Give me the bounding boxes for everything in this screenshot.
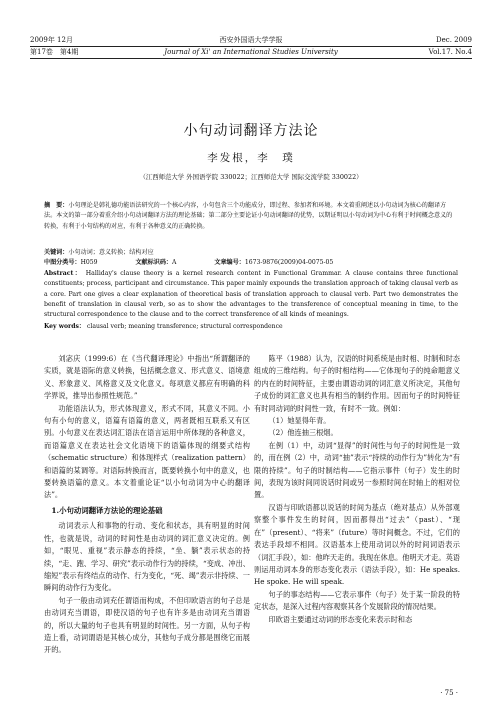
- article-affiliation: （江西师范大学 外国语学院 330022；江西师范大学 国际交流学院 330022）: [139, 173, 363, 181]
- keywords-en-text: clausal verb; meaning transference; structural correspondence: [86, 323, 283, 330]
- doc-code-value: A: [172, 259, 177, 266]
- body-paragraph: 功能语法认为，形式体现意义，形式不同，其意义不同。小句有小句的意义，语篇有语篇的意义，两者既相互联系又有区别。小句意义在表达词汇语法在语言运用中所体现的各种意义，而语篇意义在表达社会文化语境下的语篇体现的纲要式结构（schematic structure）和体现样式（realization pattern）和语篇的某调等。对语际转换而言，既要转换小句中的意义，也要转换语篇的意义。本文着重论证“以小句动词为中心的翻译法”。: [44, 403, 250, 500]
- keywords-cn-label: 关键词：: [44, 249, 69, 256]
- abstract-cn-label: 摘 要：: [44, 202, 69, 209]
- abstract-en-label: Abstract：: [44, 270, 83, 277]
- body-paragraph: 句子一般由动词充任谓语而构成，不但印欧语言的句子总是由动词充当谓语，即使汉语的句子也有许多是由动词充当谓语的，所以大量的句子也具有明显的时间性。另一方面，从句子构造上看，动词谓语是其核心成分，其他句子成分都是围绕它而展开的。: [44, 595, 250, 655]
- body-paragraph: 汉语与印欧语都以说话的时间为基点（绝对基点）从外部观察整个事件发生的时间，因而都得出“过去”（past）、“现在”（present）、“将来”（future）等时间概念。不过，它们的表达手段却不相同。汉语基本上使用动词以外的时间词语表示（词汇手段），如：他昨天走的。我现在休息。他明天才走。英语则运用动词本身的形态变化表示（语法手段），如：He speaks. He spoke. He will speak.: [254, 502, 460, 587]
- abstract-en-text: Halliday's clause theory is a kernel research content in Functional Grammar. A clause contains three functional constituents; process, participant and circumstance. This paper mainly expounds the translation approach of taking clausal verb as a core. Part one gives a clear explanation of theoretical basis of translation approach to clausal verb. Part two demonstrates the benefit of translation in clausal verb, so as to show the advantages to the transference of conceptual meaning in time, to the structural correspondence to the clause and to the correct transference of all kinds of meanings.: [44, 270, 459, 319]
- article-authors: 李发根，李 璞: [207, 152, 295, 164]
- header-rule-thin: [30, 46, 472, 47]
- body-paragraph: 句子的事态结构——它表示事件（句子）处于某一阶段的特定状态，是深入过程内容观察其各个发展阶段的情况结果。: [254, 589, 460, 612]
- example-sentence: （2）他连抽三根烟。: [268, 428, 338, 438]
- keywords-en-label: Key words：: [44, 323, 86, 330]
- doc-code-field: [135, 259, 194, 266]
- clc-field: [44, 259, 116, 266]
- body-column-left: [44, 353, 250, 657]
- abstract-en: [44, 269, 458, 320]
- example-sentence: （1）她显得年青。: [268, 416, 331, 426]
- header-date-en: Dec. 2009: [436, 36, 472, 44]
- article-id-field: [214, 259, 351, 266]
- header-journal-cn: 西安外国语大学学报: [219, 36, 283, 44]
- header-issue-en: Vol.17. No.4: [428, 48, 472, 56]
- header-journal-en: Journal of Xi' an International Studies University: [164, 48, 338, 56]
- header-rule: [30, 58, 472, 59]
- clc-label: 中图分类号：: [44, 259, 81, 266]
- header-issue-cn: 第17卷 第4期: [30, 48, 79, 56]
- classification-line: [44, 258, 458, 268]
- keywords-en: [44, 322, 458, 332]
- article-title: 小句动词翻译方法论: [183, 123, 319, 139]
- body-paragraph: 印欧语主要通过动词的形态变化来表示时和态: [268, 614, 413, 624]
- body-column-right: [254, 353, 460, 626]
- keywords-cn: [44, 248, 458, 258]
- body-paragraph: 刘宓庆（1999:6）在《当代翻译理论》中指出“所谓翻译的实质，就是语际的意义转换，包括概念意义、形式意义、语境意义、形象意义、风格意义及文化意义。每项意义都应有明确的科学界说，推导出参照性规范。”: [44, 354, 250, 401]
- article-id-value: 1673-9876(2009)04-0075-05: [244, 259, 334, 266]
- body-paragraph: 在例（1）中，动词“显得”的时间性与句子的时间性是一致的，而在例（2）中，动词“抽”表示“持续的动作行为”转化为“有限的持续”。句子的时制结构——它指示事件（句子）发生的时间，表现为该时间同说话时间或另一参照时间在时轴上的相对位置。: [254, 440, 460, 500]
- header-date-cn: 2009年 12月: [30, 36, 73, 44]
- body-paragraph: 陈平（1988）认为，汉语的时间系统是由时相、时制和时态组成的三维结构。句子的时相结构——它体现句子的纯命题意义的内在的时间特征，主要由谓语动词的词汇意义所决定，其他句子成份的词汇意义也具有相当的制约作用。因而句子的时间特征有时同动词的时间性一致，有时不一致。例如：: [254, 354, 460, 413]
- abstract-cn: [44, 201, 458, 232]
- keywords-cn-text: 小句动词；意义转换；结构对应: [68, 249, 154, 256]
- clc-value: H059: [80, 259, 98, 266]
- article-id-label: 文章编号：: [214, 259, 245, 266]
- doc-code-label: 文献标识码：: [135, 259, 173, 266]
- page-number: · 75 ·: [440, 689, 458, 697]
- section-heading: 1.小句动词翻译方法论的理论基础: [51, 505, 163, 515]
- body-paragraph: 动词表示人和事物的行动、变化和状态，具有明显的时间性，也就是说，动词的时间性是由动词的词汇意义决定的。例如，“眼见、重视”表示静态的持续，“坐、躺”表示状态的持续，“走、跑、学习、研究”表示动作行为的持续，“变成、冲出、缩短”表示有终结点的动作、行为变化，“死、竭”表示非持续、一瞬间的动作行为变化。: [44, 521, 250, 593]
- abstract-cn-text: 小句理论是韩礼德功能语法研究的一个核心内容，小句包含三个功能成分，即过程、参加者和环境。本文着重阐述以小句动词为核心的翻译方法。本文的第一部分着重介绍小句动词翻译方法的理论基础；第二部分主要论证小句动词翻译的优势，以期证明以小句动词为中心有利于时间概念意义的转换，有利于小句结构的对应，有利于各种意义的正确转换。: [44, 202, 453, 230]
